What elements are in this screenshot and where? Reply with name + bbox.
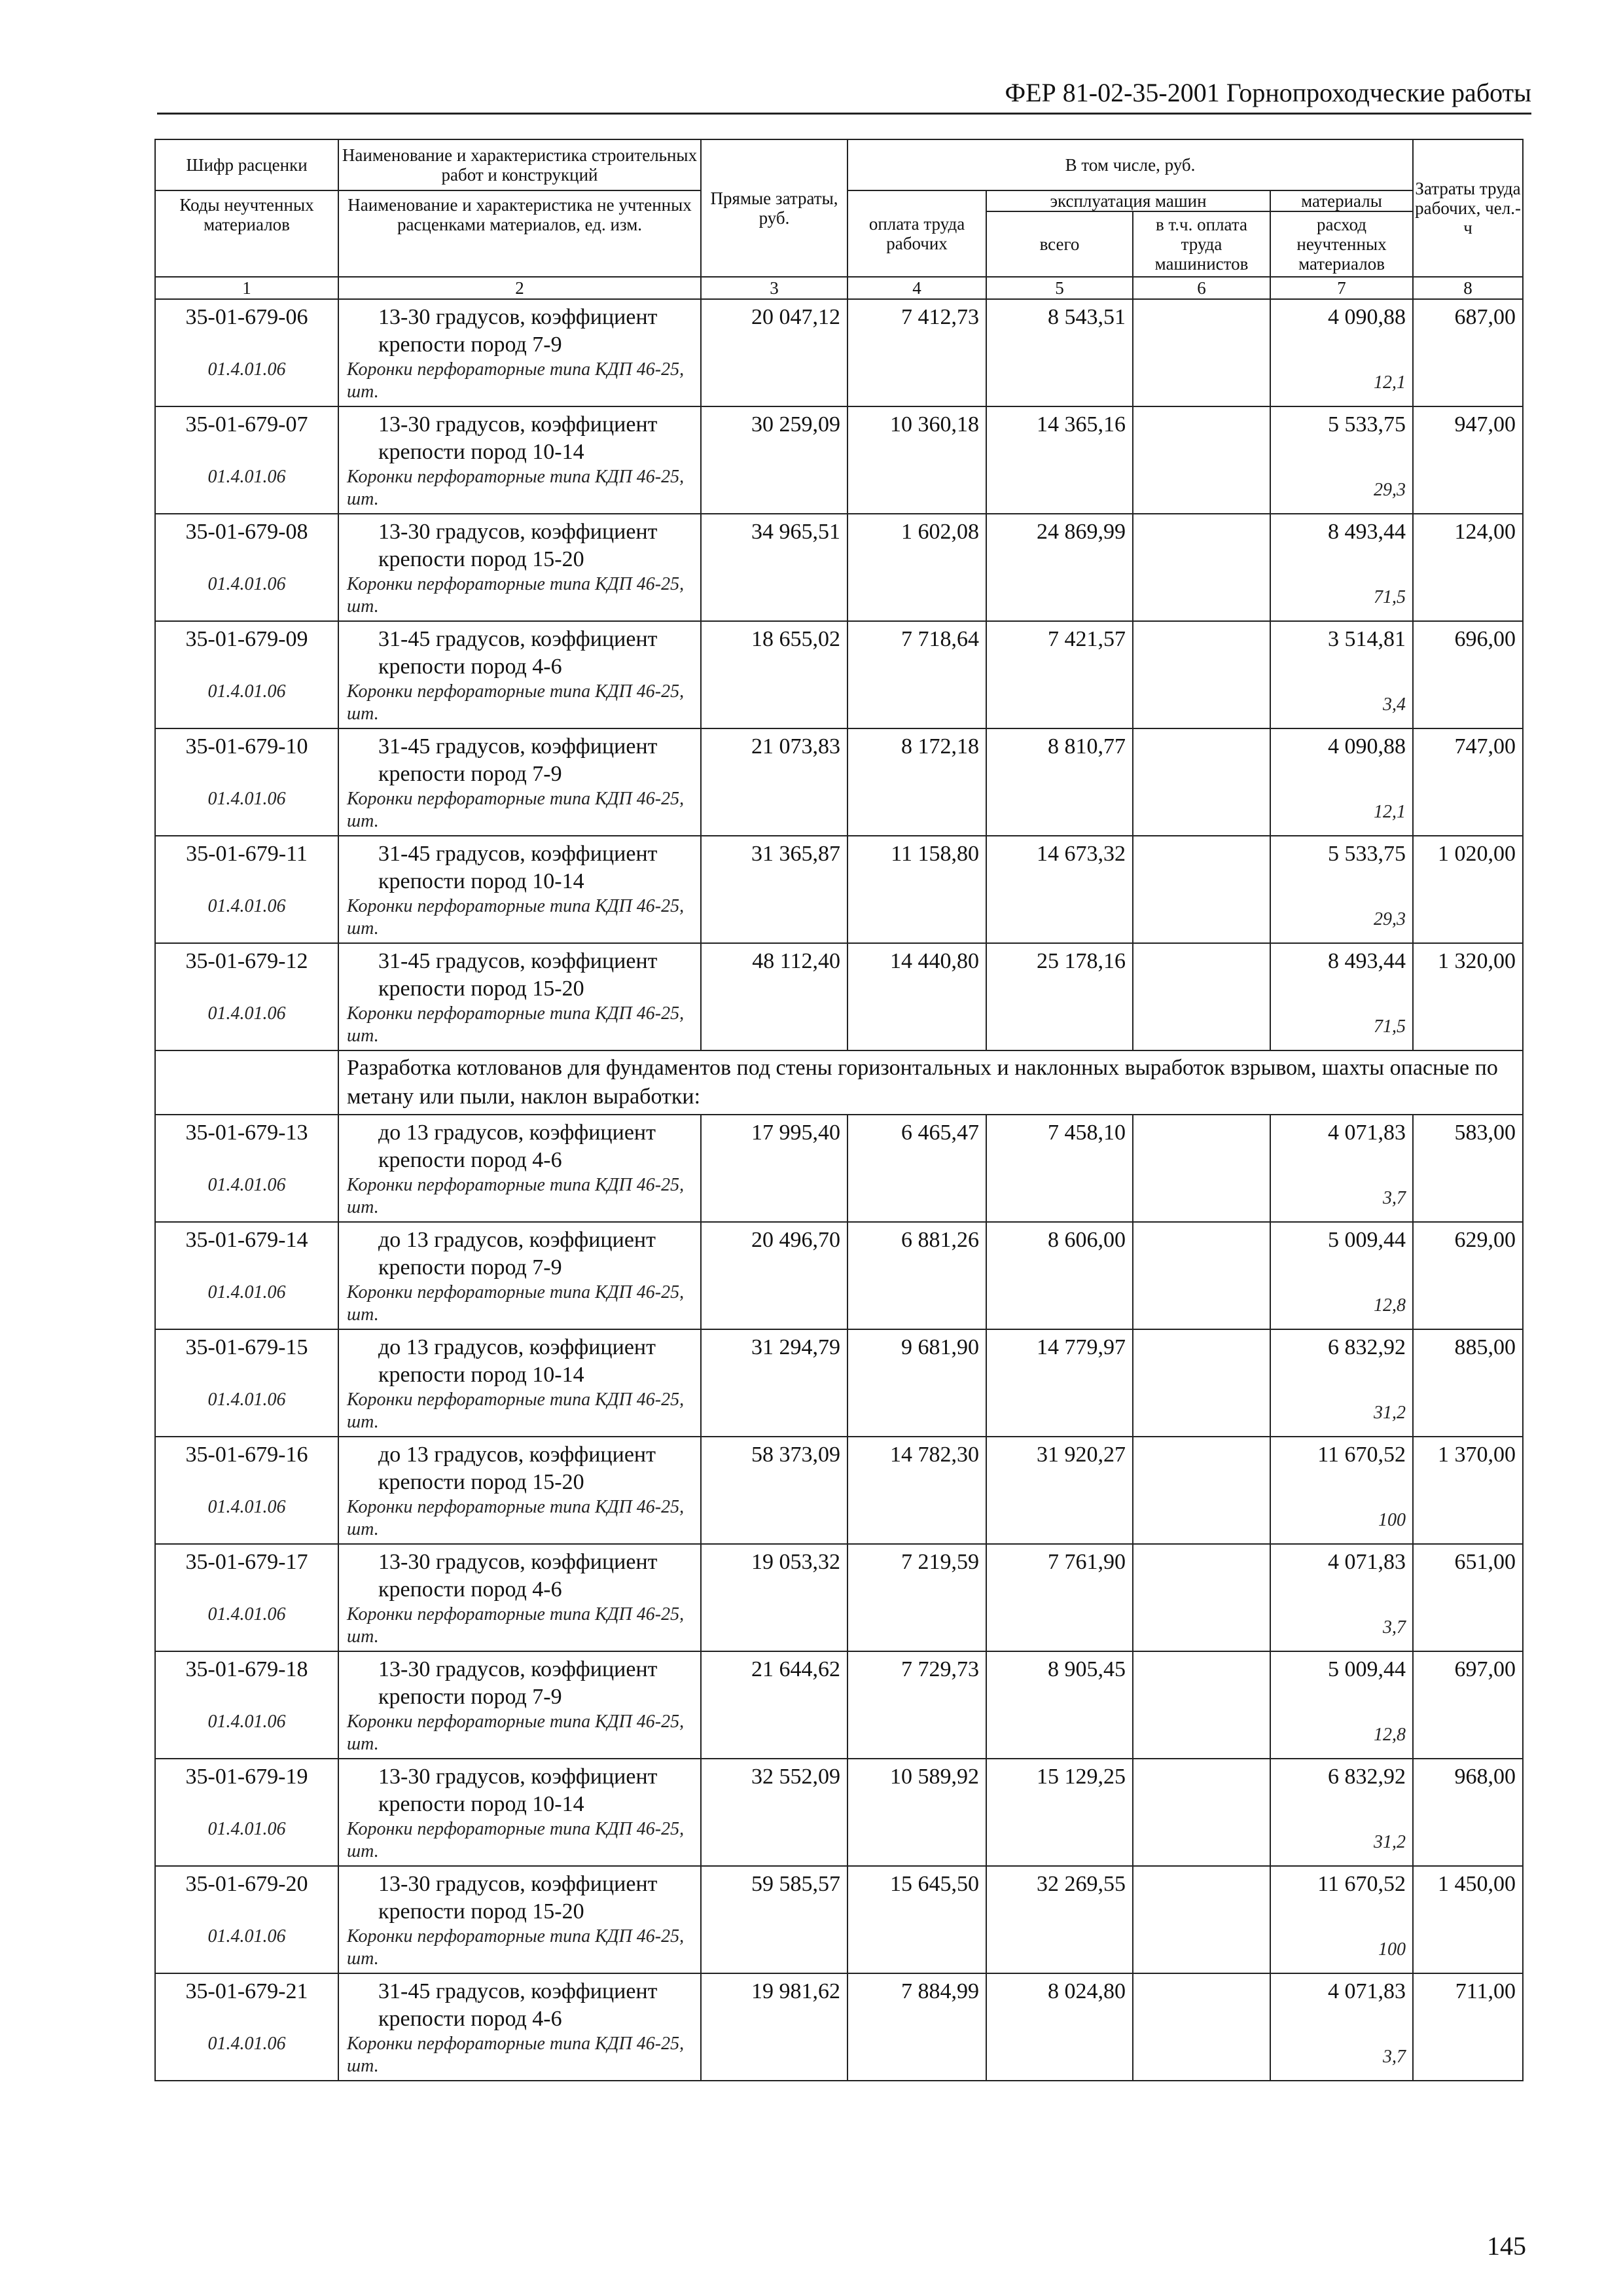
materials-value: 4 090,88 (1328, 734, 1406, 759)
work-description: 13-30 градусов, коэффициент крепости пород 7-9 (378, 1657, 658, 1709)
labor-value: 1 450,00 (1413, 1866, 1523, 1973)
rate-code-cell (155, 728, 338, 836)
wages-value: 6 881,26 (847, 1222, 986, 1329)
materials-cell (1270, 1973, 1413, 2081)
wages-value: 7 219,59 (847, 1544, 986, 1651)
machinist-wages-value (1133, 1866, 1270, 1973)
material-quantity: 3,7 (1383, 2047, 1406, 2067)
material-description: Коронки перфораторные типа КДП 46-25, шт. (347, 789, 685, 831)
rate-code-cell (155, 514, 338, 621)
material-quantity: 12,1 (1374, 372, 1406, 393)
machinist-wages-value (1133, 406, 1270, 514)
wages-value: 7 884,99 (847, 1973, 986, 2081)
material-code: 01.4.01.06 (207, 1604, 286, 1624)
page-header (157, 73, 1531, 115)
direct-costs-value: 21 073,83 (701, 728, 847, 836)
machines-value: 14 365,16 (986, 406, 1133, 514)
machinist-wages-value (1133, 1651, 1270, 1759)
materials-value: 4 071,83 (1328, 1979, 1406, 2003)
rate-code-cell (155, 1329, 338, 1437)
machines-value: 15 129,25 (986, 1759, 1133, 1866)
work-description: до 13 градусов, коэффициент крепости пород 15-20 (378, 1443, 656, 1494)
machines-value: 7 458,10 (986, 1115, 1133, 1222)
header-name-cell: Наименование и характеристика строительных работ и конструкций (338, 139, 701, 190)
rate-code: 35-01-679-18 (185, 1657, 308, 1681)
material-quantity: 71,5 (1374, 587, 1406, 607)
direct-costs-value: 19 053,32 (701, 1544, 847, 1651)
table-body (155, 139, 1523, 2081)
wages-value: 7 412,73 (847, 299, 986, 406)
material-description: Коронки перфораторные типа КДП 46-25, шт. (347, 1819, 685, 1861)
description-cell (338, 728, 701, 836)
machines-value: 32 269,55 (986, 1866, 1133, 1973)
page-number: 145 (1487, 2231, 1526, 2261)
column-number: 4 (847, 277, 986, 299)
header-cipher-cell: Шифр расценки (155, 139, 338, 190)
material-code: 01.4.01.06 (207, 1282, 286, 1302)
machinist-wages-value (1133, 1329, 1270, 1437)
rate-code-cell (155, 1651, 338, 1759)
rate-code-cell (155, 943, 338, 1050)
wages-value: 15 645,50 (847, 1866, 986, 1973)
description-cell (338, 1544, 701, 1651)
materials-cell (1270, 1222, 1413, 1329)
description-cell (338, 836, 701, 943)
direct-costs-value: 20 047,12 (701, 299, 847, 406)
direct-costs-value: 48 112,40 (701, 943, 847, 1050)
header-wages-cell: оплата труда рабочих (847, 190, 986, 277)
material-code: 01.4.01.06 (207, 1926, 286, 1946)
machinist-wages-value (1133, 836, 1270, 943)
direct-costs-value: 31 365,87 (701, 836, 847, 943)
header-materials-consumption-cell: расход неучтенных материалов (1270, 211, 1413, 277)
rate-code-cell (155, 1544, 338, 1651)
material-code: 01.4.01.06 (207, 1712, 286, 1732)
table-row (155, 299, 1523, 406)
rate-code: 35-01-679-14 (185, 1228, 308, 1252)
header-name-unaccounted-cell: Наименование и характеристика не учтенных расценками материалов, ед. изм. (338, 190, 701, 277)
material-description: Коронки перфораторные типа КДП 46-25, шт. (347, 467, 685, 509)
work-description: до 13 градусов, коэффициент крепости пород 7-9 (378, 1228, 656, 1280)
machinist-wages-value (1133, 621, 1270, 728)
description-cell (338, 1115, 701, 1222)
materials-value: 8 493,44 (1328, 520, 1406, 544)
wages-value: 10 360,18 (847, 406, 986, 514)
materials-cell (1270, 836, 1413, 943)
material-quantity: 3,7 (1383, 1188, 1406, 1208)
rate-code: 35-01-679-12 (185, 949, 308, 973)
header-direct-costs-cell: Прямые затраты, руб. (701, 139, 847, 277)
work-description: 31-45 градусов, коэффициент крепости пород 15-20 (378, 949, 658, 1001)
machines-value: 8 024,80 (986, 1973, 1133, 2081)
materials-value: 4 090,88 (1328, 305, 1406, 329)
labor-value: 1 370,00 (1413, 1437, 1523, 1544)
description-cell (338, 299, 701, 406)
direct-costs-value: 59 585,57 (701, 1866, 847, 1973)
table-row (155, 1651, 1523, 1759)
rate-code: 35-01-679-15 (185, 1335, 308, 1359)
machines-value: 8 606,00 (986, 1222, 1133, 1329)
table-row (155, 406, 1523, 514)
work-description: 31-45 градусов, коэффициент крепости пород 4-6 (378, 627, 658, 679)
machinist-wages-value (1133, 728, 1270, 836)
material-code: 01.4.01.06 (207, 1497, 286, 1517)
rate-code: 35-01-679-11 (186, 842, 308, 866)
table-row (155, 621, 1523, 728)
materials-cell (1270, 406, 1413, 514)
direct-costs-value: 21 644,62 (701, 1651, 847, 1759)
direct-costs-value: 30 259,09 (701, 406, 847, 514)
rate-code-cell (155, 1437, 338, 1544)
rate-code: 35-01-679-08 (185, 520, 308, 544)
material-description: Коронки перфораторные типа КДП 46-25, шт. (347, 1175, 685, 1217)
rate-code: 35-01-679-20 (185, 1872, 308, 1896)
column-number: 6 (1133, 277, 1270, 299)
materials-cell (1270, 1866, 1413, 1973)
materials-value: 6 832,92 (1328, 1335, 1406, 1359)
machines-value: 31 920,27 (986, 1437, 1133, 1544)
work-description: 13-30 градусов, коэффициент крепости пород 10-14 (378, 412, 658, 464)
material-code: 01.4.01.06 (207, 359, 286, 380)
column-number: 5 (986, 277, 1133, 299)
direct-costs-value: 17 995,40 (701, 1115, 847, 1222)
rate-code: 35-01-679-06 (185, 305, 308, 329)
materials-value: 8 493,44 (1328, 949, 1406, 973)
material-code: 01.4.01.06 (207, 1819, 286, 1839)
direct-costs-value: 34 965,51 (701, 514, 847, 621)
section-spacer (155, 1050, 338, 1115)
material-code: 01.4.01.06 (207, 467, 286, 487)
machines-value: 24 869,99 (986, 514, 1133, 621)
direct-costs-value: 31 294,79 (701, 1329, 847, 1437)
column-number: 7 (1270, 277, 1413, 299)
work-description: 13-30 градусов, коэффициент крепости пород 15-20 (378, 520, 658, 571)
material-quantity: 3,4 (1383, 694, 1406, 715)
table-row (155, 1115, 1523, 1222)
wages-value: 1 602,08 (847, 514, 986, 621)
labor-value: 968,00 (1413, 1759, 1523, 1866)
machinist-wages-value (1133, 1544, 1270, 1651)
materials-cell (1270, 514, 1413, 621)
column-number: 3 (701, 277, 847, 299)
machines-value: 8 810,77 (986, 728, 1133, 836)
material-description: Коронки перфораторные типа КДП 46-25, шт. (347, 1390, 685, 1432)
rate-code: 35-01-679-21 (185, 1979, 308, 2003)
machinist-wages-value (1133, 1759, 1270, 1866)
work-description: 31-45 градусов, коэффициент крепости пород 4-6 (378, 1979, 658, 2031)
wages-value: 6 465,47 (847, 1115, 986, 1222)
table-row (155, 836, 1523, 943)
table-row (155, 728, 1523, 836)
materials-cell (1270, 1115, 1413, 1222)
rate-code-cell (155, 836, 338, 943)
header-machine-operation-cell: эксплуатация машин (986, 190, 1270, 211)
work-description: до 13 градусов, коэффициент крепости пород 10-14 (378, 1335, 656, 1387)
table-row (155, 514, 1523, 621)
material-code: 01.4.01.06 (207, 2034, 286, 2054)
work-description: 13-30 градусов, коэффициент крепости пород 10-14 (378, 1765, 658, 1816)
rate-code-cell (155, 1115, 338, 1222)
wages-value: 9 681,90 (847, 1329, 986, 1437)
header-machinist-wages-cell: в т.ч. оплата труда машинистов (1133, 211, 1270, 277)
direct-costs-value: 20 496,70 (701, 1222, 847, 1329)
machines-value: 7 761,90 (986, 1544, 1133, 1651)
wages-value: 7 718,64 (847, 621, 986, 728)
material-code: 01.4.01.06 (207, 1175, 286, 1195)
wages-value: 8 172,18 (847, 728, 986, 836)
labor-value: 687,00 (1413, 299, 1523, 406)
materials-cell (1270, 943, 1413, 1050)
materials-value: 5 009,44 (1328, 1228, 1406, 1252)
material-quantity: 31,2 (1374, 1403, 1406, 1423)
column-number: 1 (155, 277, 338, 299)
material-description: Коронки перфораторные типа КДП 46-25, шт. (347, 1926, 685, 1969)
machines-value: 14 673,32 (986, 836, 1133, 943)
material-description: Коронки перфораторные типа КДП 46-25, шт. (347, 574, 685, 617)
machines-value: 8 543,51 (986, 299, 1133, 406)
machinist-wages-value (1133, 1973, 1270, 2081)
material-code: 01.4.01.06 (207, 681, 286, 702)
wages-value: 14 440,80 (847, 943, 986, 1050)
description-cell (338, 1329, 701, 1437)
rate-code-cell (155, 1759, 338, 1866)
machines-value: 7 421,57 (986, 621, 1133, 728)
table-row (155, 1759, 1523, 1866)
rate-code-cell (155, 1866, 338, 1973)
materials-value: 4 071,83 (1328, 1121, 1406, 1145)
rate-code: 35-01-679-19 (185, 1765, 308, 1789)
materials-cell (1270, 1651, 1413, 1759)
work-description: 13-30 градусов, коэффициент крепости пород 15-20 (378, 1872, 658, 1924)
document-title: ФЕР 81-02-35-2001 Горнопроходческие работы (1005, 78, 1531, 107)
section-row (155, 1050, 1523, 1115)
materials-value: 4 071,83 (1328, 1550, 1406, 1574)
description-cell (338, 406, 701, 514)
material-description: Коронки перфораторные типа КДП 46-25, шт. (347, 359, 685, 402)
materials-cell (1270, 299, 1413, 406)
material-quantity: 29,3 (1374, 480, 1406, 500)
material-quantity: 71,5 (1374, 1016, 1406, 1037)
rate-code-cell (155, 1973, 338, 2081)
section-title: Разработка котлованов для фундаментов под стены горизонтальных и наклонных выработок взрывом, шахты опасные по метану или пыли, наклон выработки: (338, 1050, 1523, 1115)
materials-cell (1270, 1329, 1413, 1437)
direct-costs-value: 32 552,09 (701, 1759, 847, 1866)
column-numbers-row (155, 277, 1523, 299)
description-cell (338, 1222, 701, 1329)
material-code: 01.4.01.06 (207, 789, 286, 809)
material-description: Коронки перфораторные типа КДП 46-25, шт. (347, 681, 685, 724)
description-cell (338, 1866, 701, 1973)
description-cell (338, 1973, 701, 2081)
materials-value: 6 832,92 (1328, 1765, 1406, 1789)
rate-code-cell (155, 406, 338, 514)
labor-value: 885,00 (1413, 1329, 1523, 1437)
rate-code: 35-01-679-13 (185, 1121, 308, 1145)
table-row (155, 1437, 1523, 1544)
work-description: до 13 градусов, коэффициент крепости пород 4-6 (378, 1121, 656, 1172)
labor-value: 747,00 (1413, 728, 1523, 836)
description-cell (338, 943, 701, 1050)
header-including-cell: В том числе, руб. (847, 139, 1413, 190)
materials-cell (1270, 728, 1413, 836)
machinist-wages-value (1133, 1437, 1270, 1544)
table-row (155, 1866, 1523, 1973)
header-labor-cell: Затраты труда рабочих, чел.-ч (1413, 139, 1523, 277)
direct-costs-value: 18 655,02 (701, 621, 847, 728)
machinist-wages-value (1133, 299, 1270, 406)
rate-code-cell (155, 299, 338, 406)
machinist-wages-value (1133, 1222, 1270, 1329)
material-code: 01.4.01.06 (207, 1390, 286, 1410)
material-quantity: 100 (1378, 1939, 1406, 1960)
material-description: Коронки перфораторные типа КДП 46-25, шт. (347, 896, 685, 939)
machines-value: 8 905,45 (986, 1651, 1133, 1759)
description-cell (338, 1651, 701, 1759)
labor-value: 583,00 (1413, 1115, 1523, 1222)
material-description: Коронки перфораторные типа КДП 46-25, шт. (347, 1497, 685, 1539)
materials-cell (1270, 1759, 1413, 1866)
wages-value: 7 729,73 (847, 1651, 986, 1759)
material-code: 01.4.01.06 (207, 1003, 286, 1024)
description-cell (338, 621, 701, 728)
material-code: 01.4.01.06 (207, 896, 286, 916)
work-description: 13-30 градусов, коэффициент крепости пород 7-9 (378, 305, 658, 357)
wages-value: 14 782,30 (847, 1437, 986, 1544)
materials-value: 5 009,44 (1328, 1657, 1406, 1681)
rate-code: 35-01-679-07 (185, 412, 308, 437)
material-quantity: 12,8 (1374, 1725, 1406, 1745)
materials-cell (1270, 1437, 1413, 1544)
material-quantity: 12,8 (1374, 1295, 1406, 1316)
work-description: 31-45 градусов, коэффициент крепости пород 7-9 (378, 734, 658, 786)
header-codes-cell: Коды неучтенных материалов (155, 190, 338, 277)
table-row (155, 1544, 1523, 1651)
material-description: Коронки перфораторные типа КДП 46-25, шт. (347, 1003, 685, 1046)
labor-value: 629,00 (1413, 1222, 1523, 1329)
rate-code-cell (155, 621, 338, 728)
material-quantity: 100 (1378, 1510, 1406, 1530)
header-materials-cell: материалы (1270, 190, 1413, 211)
wages-value: 11 158,80 (847, 836, 986, 943)
machinist-wages-value (1133, 1115, 1270, 1222)
labor-value: 1 020,00 (1413, 836, 1523, 943)
direct-costs-value: 19 981,62 (701, 1973, 847, 2081)
materials-cell (1270, 621, 1413, 728)
column-number: 2 (338, 277, 701, 299)
machinist-wages-value (1133, 943, 1270, 1050)
machinist-wages-value (1133, 514, 1270, 621)
table-row (155, 1973, 1523, 2081)
labor-value: 947,00 (1413, 406, 1523, 514)
description-cell (338, 1437, 701, 1544)
rate-code: 35-01-679-16 (185, 1443, 308, 1467)
table-row (155, 1329, 1523, 1437)
header-machine-total-cell: всего (986, 211, 1133, 277)
materials-value: 11 670,52 (1317, 1872, 1406, 1896)
materials-value: 11 670,52 (1317, 1443, 1406, 1467)
material-description: Коронки перфораторные типа КДП 46-25, шт. (347, 1604, 685, 1647)
material-quantity: 31,2 (1374, 1832, 1406, 1852)
table-row (155, 1222, 1523, 1329)
rate-code: 35-01-679-09 (185, 627, 308, 651)
labor-value: 711,00 (1413, 1973, 1523, 2081)
materials-value: 5 533,75 (1328, 412, 1406, 437)
description-cell (338, 514, 701, 621)
material-quantity: 3,7 (1383, 1617, 1406, 1638)
wages-value: 10 589,92 (847, 1759, 986, 1866)
materials-cell (1270, 1544, 1413, 1651)
rate-code: 35-01-679-10 (185, 734, 308, 759)
material-quantity: 12,1 (1374, 802, 1406, 822)
labor-value: 1 320,00 (1413, 943, 1523, 1050)
material-quantity: 29,3 (1374, 909, 1406, 929)
material-code: 01.4.01.06 (207, 574, 286, 594)
table-grid (154, 139, 1524, 2081)
work-description: 31-45 градусов, коэффициент крепости пород 10-14 (378, 842, 658, 893)
column-number: 8 (1413, 277, 1523, 299)
machines-value: 25 178,16 (986, 943, 1133, 1050)
material-description: Коронки перфораторные типа КДП 46-25, шт. (347, 1282, 685, 1325)
material-description: Коронки перфораторные типа КДП 46-25, шт. (347, 1712, 685, 1754)
description-cell (338, 1759, 701, 1866)
materials-value: 5 533,75 (1328, 842, 1406, 866)
labor-value: 651,00 (1413, 1544, 1523, 1651)
materials-value: 3 514,81 (1328, 627, 1406, 651)
work-description: 13-30 градусов, коэффициент крепости пород 4-6 (378, 1550, 658, 1602)
labor-value: 696,00 (1413, 621, 1523, 728)
labor-value: 697,00 (1413, 1651, 1523, 1759)
machines-value: 14 779,97 (986, 1329, 1133, 1437)
direct-costs-value: 58 373,09 (701, 1437, 847, 1544)
rate-code: 35-01-679-17 (185, 1550, 308, 1574)
table-row (155, 943, 1523, 1050)
rate-code-cell (155, 1222, 338, 1329)
material-description: Коронки перфораторные типа КДП 46-25, шт. (347, 2034, 685, 2076)
labor-value: 124,00 (1413, 514, 1523, 621)
